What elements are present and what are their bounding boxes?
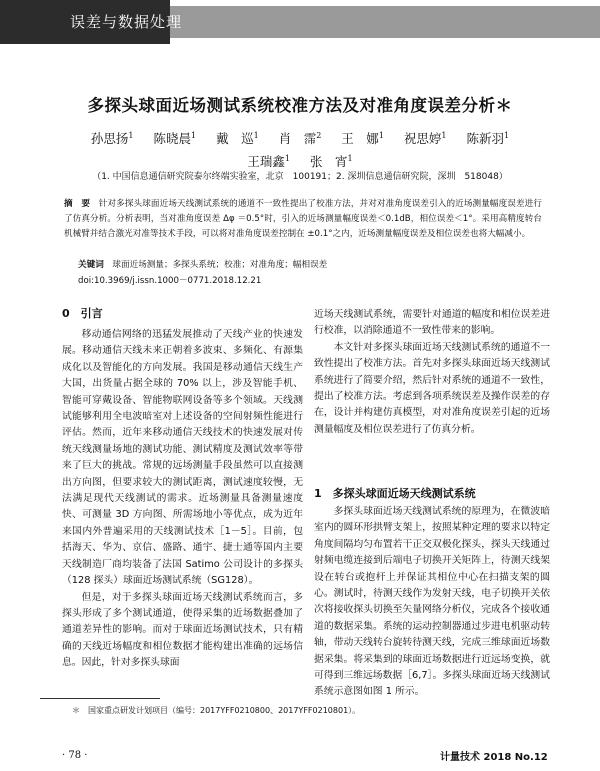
section-header-bar: [0, 0, 600, 44]
paragraph: 但是，对于多探头球面近场天线测试系统而言，多探头形成了多个测试通道，使得采集的近场数据叠加了通道差异性的影响。而对于球面近场测试技术，只有精确的天线近场幅度和相位数据才能构建出准确的远场信息。因此，针对多探头球面: [62, 591, 303, 669]
doi: doi:10.3969/j.issn.1000－0771.2018.12.21: [78, 276, 262, 286]
affiliation: （1. 中国信息通信研究院泰尔终端实验室，北京 100191；2. 深圳信息通信研究院，深圳 518048）: [92, 172, 508, 182]
author-name: 陈新羽$^1$: [466, 131, 510, 147]
section-label: 误差与数据处理: [70, 13, 183, 31]
author-name: 祝思婷$^1$: [403, 131, 447, 147]
section-heading-system: 1 多探头球面近场天线测试系统: [314, 487, 476, 500]
footnote-rule: [40, 698, 160, 699]
section-heading-intro: 0 引言: [62, 307, 103, 320]
paragraph: 本文针对多探头球面近场天线测试系统的通道不一致性提出了校准方法。首先对多探头球面近场天线测试系统进行了简要介绍，然后针对系统的通道不一致性，提出了校准方法。考虑到各项系统误差及操作误差的存在，设计并构建仿真模型，对对准角度误差引起的近场测量幅度及相位误差进行了仿真分析。: [314, 341, 550, 435]
paragraph: 多探头球面近场天线测试系统的原理为，在微波暗室内的圆环形拱臂支架上，按照某种定理的要求以特定角度间隔均匀布置若干正交双极化探头，探头天线通过射频电缆连接到后端电子切换开关矩阵上，待测天线架设在转台或抱杆上并保证其相位中心在扫描支架的圆心。测试时，待测天线作为发射天线，电子切换开关依次将接收探头切换至矢量网络分析仪，完成各个接收通道的数据采集。系统的运动控制器通过步进电机驱动转轴，带动天线转台旋转待测天线，完成三维球面近场数据采集。将采集到的球面近场数据进行近远场变换，就可得到三维远场数据［6,7］。多探头球面近场天线测试系统示意图如图 1 所示。: [314, 506, 551, 698]
right-column-bottom: [314, 504, 550, 701]
author-name: 王瑞鑫$^1$: [247, 154, 290, 170]
left-column: [62, 327, 303, 672]
author-name: 孙思扬$^1$: [90, 131, 134, 147]
keywords-text: 球面近场测量；多探头系统；校准；对准角度；幅相误差: [112, 260, 328, 270]
author-name: 张 宵$^1$: [310, 154, 353, 170]
paragraph: 近场天线测试系统，需要针对通道的幅度和相位误差进行校准，以消除通道不一致性带来的影响。: [314, 309, 550, 337]
author-name: 肖 霈$^2$: [278, 131, 322, 147]
keywords: [78, 258, 327, 270]
journal-info: 计量技术 2018 No.12: [440, 752, 548, 763]
author-name: 陈晓晨$^1$: [153, 131, 197, 147]
abstract: [64, 197, 542, 241]
fund-note: ＊ 国家重点研发计划项目（编号：2017YFF0210800、2017YFF0210801）。: [72, 706, 361, 715]
abstract-text: 针对多探头球面近场天线测试系统的通道不一致性提出了校准方法，并对对准角度误差引入的近场测量幅度误差进行了仿真分析。分析表明，当对准角度误差 Δφ ＝0.5°时，引入的近场测量幅度误差＜0.1dB，相位误差＜1°。采用高精度转台机械臂并结合激光对准等技术手段，可以将对准角度误差控制在 ±0.1°之内，近场测量幅度误差及相位误差也将大幅减小。: [64, 199, 542, 239]
abstract-label: 摘 要: [64, 199, 91, 209]
author-name: 王 娜$^1$: [341, 131, 384, 147]
paragraph: 移动通信网络的迅猛发展推动了天线产业的快速发展。移动通信天线未来正朝着多波束、多频化、有源集成化以及智能化的方向发展。我国是移动通信天线生产大国，出货量占据全球的 70% 以上，涉及智能手机、智能可穿戴设备、智能物联网设备等多个领域。天线测试能够利用全电波暗室对上述设备的空间射频性能进行评估。然而，近年来移动通信天线技术的快速发展对传统天线测量场地的测试功能、测试精度及测试效率等带来了巨大的挑战。常规的远场测量手段虽然可以直接测出方向图，但要求较大的测试距离，测试速度较慢，无法满足现代天线测试的需求。近场测量具备测量速度快、可测量 3D 方向图、所需场地小等优点，成为近年来国内外普遍采用的天线测试技术［1－5］。目前，包括海天、华为、京信、盛路、通宇、捷士通等国内主要天线制造厂商均装备了法国 Satimo 公司设计的多探头（128 探头）球面近场测试系统（SG128）。: [62, 329, 303, 587]
page-number: · 78 ·: [62, 750, 88, 761]
right-column-top: [314, 307, 550, 438]
author-name: 戴 巡$^1$: [216, 131, 259, 147]
author-list: [40, 126, 560, 172]
header-grey-band: [170, 6, 600, 38]
paper-title: 多探头球面近场测试系统校准方法及对准角度误差分析＊: [87, 96, 513, 115]
keywords-label: 关键词: [78, 260, 104, 270]
